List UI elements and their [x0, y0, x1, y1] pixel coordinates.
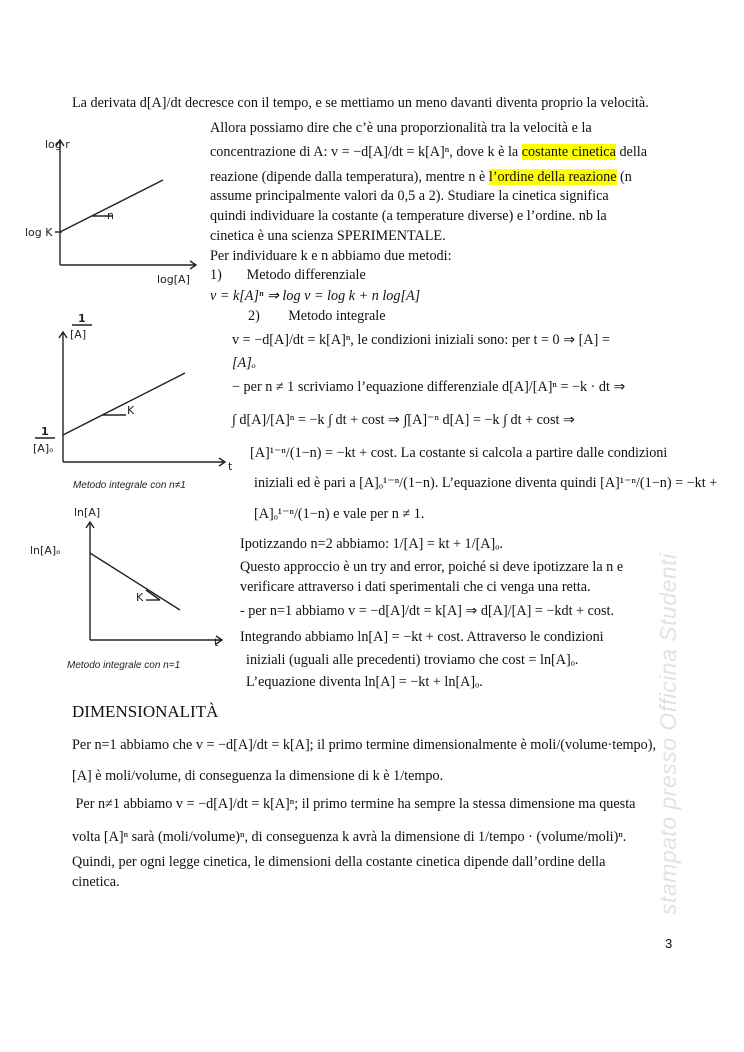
equation-line: ∫ d[A]/[A]ⁿ = −k ∫ dt + cost ⇒ ∫[A]⁻ⁿ d[A] = −k ∫ dt + cost ⇒ [232, 412, 575, 428]
intercept-label: log K [25, 226, 53, 239]
intercept-label-den: [A]ₒ [33, 442, 54, 455]
equation-line: [A]ₒ¹⁻ⁿ/(1−n) e vale per n ≠ 1. [254, 506, 425, 522]
text-line: Ipotizzando n=2 abbiamo: 1/[A] = kt + 1/[A]ₒ. [240, 536, 503, 552]
list-item-2: 2) Metodo integrale [248, 308, 386, 324]
text-line: assume principalmente valori da 0,5 a 2). Studiare la cinetica significa [210, 188, 609, 204]
text-line: cinetica è una scienza SPERIMENTALE. [210, 228, 446, 244]
slope-label: n [107, 209, 114, 222]
data-line [63, 373, 185, 435]
equation-line: [A]ₒ [232, 355, 256, 371]
text-line: verificare attraverso i dati sperimentali che ci venga una retta. [240, 579, 591, 595]
page-number: 3 [665, 936, 673, 951]
text-span: concentrazione di A: v = −d[A]/dt = k[A]ⁿ, dove k è la [210, 144, 522, 160]
x-axis-label: t [228, 460, 233, 473]
text-line: Integrando abbiamo ln[A] = −kt + cost. Attraverso le condizioni [240, 629, 604, 645]
intercept-label-num: 1 [41, 425, 49, 438]
text-line: volta [A]ⁿ sarà (moli/volume)ⁿ, di conseguenza k avrà la dimensione di 1/tempo · (volume/moli)ⁿ. [72, 829, 627, 845]
y-axis-label-den: [A] [70, 328, 87, 341]
equation-line: − per n ≠ 1 scriviamo l’equazione differenziale d[A]/[A]ⁿ = −k · dt ⇒ [232, 379, 626, 395]
section-heading: DIMENSIONALITÀ [72, 702, 219, 721]
x-axis-label: log[A] [157, 273, 190, 286]
graph-ln-a-vs-t [86, 522, 222, 644]
data-line [60, 180, 163, 232]
figure-caption: Metodo integrale con n≠1 [73, 480, 186, 491]
y-axis-label-num: 1 [78, 312, 86, 325]
text-span: reazione (dipende dalla temperatura), mentre n è [210, 169, 489, 185]
intercept-label: ln[A]ₒ [30, 544, 61, 557]
slope-label: K [127, 404, 135, 417]
text-line: Per n=1 abbiamo che v = −d[A]/dt = k[A]; il primo termine dimensionalmente è moli/(volume·tempo), [72, 737, 657, 753]
highlight-ordine-reazione: l’ordine della reazione [488, 169, 617, 185]
text-line: [A] è moli/volume, di conseguenza la dimensione di k è 1/tempo. [72, 768, 444, 784]
text-line: Quindi, per ogni legge cinetica, le dimensioni della costante cinetica dipende dall’ordine della [72, 854, 606, 870]
equation-line: v = k[A]ⁿ ⇒ log v = log k + n log[A] [210, 288, 421, 304]
data-line [90, 553, 180, 610]
graph-inverse-a-vs-t [35, 325, 225, 466]
text-line: iniziali (uguali alle precedenti) troviamo che cost = ln[A]ₒ. [246, 652, 579, 668]
y-axis-label: ln[A] [74, 506, 101, 519]
equation-line: [A]¹⁻ⁿ/(1−n) = −kt + cost. La costante si calcola a partire dalle condizioni [250, 445, 668, 461]
watermark: stampato presso Officina Studenti [655, 553, 681, 915]
intro-line: La derivata d[A]/dt decresce con il tempo, e se mettiamo un meno davanti diventa proprio la velocità. [72, 95, 649, 111]
highlight-costante-cinetica: costante cinetica [521, 144, 616, 160]
x-axis-label: t [214, 636, 219, 649]
slope-triangle [146, 590, 160, 600]
equation-line: iniziali ed è pari a [A]ₒ¹⁻ⁿ/(1−n). L’equazione diventa quindi [A]¹⁻ⁿ/(1−n) = −kt + [254, 475, 718, 491]
text-line: cinetica. [72, 874, 120, 890]
figure-caption: Metodo integrale con n=1 [67, 660, 181, 671]
text-line: quindi individuare la costante (a temperature diverse) e l’ordine. nb la [210, 208, 607, 224]
text-span: (n [616, 169, 632, 185]
text-line: Per n≠1 abbiamo v = −d[A]/dt = k[A]ⁿ; il primo termine ha sempre la stessa dimensione ma questa [72, 796, 636, 812]
list-item-1: 1) Metodo differenziale [210, 267, 366, 283]
text-line: L’equazione diventa ln[A] = −kt + ln[A]ₒ. [246, 674, 483, 690]
text-line: Per individuare k e n abbiamo due metodi: [210, 248, 452, 264]
text-line: - per n=1 abbiamo v = −d[A]/dt = k[A] ⇒ d[A]/[A] = −kdt + cost. [240, 603, 615, 619]
y-axis-label: log r [45, 138, 70, 151]
graph-log-r-vs-log-a [55, 140, 196, 269]
slope-label: K [136, 591, 144, 604]
equation-line: v = −d[A]/dt = k[A]ⁿ, le condizioni iniziali sono: per t = 0 ⇒ [A] = [232, 332, 610, 348]
text-line: Allora possiamo dire che c’è una proporzionalità tra la velocità e la [210, 120, 592, 136]
text-line: Questo approccio è un try and error, poiché si deve ipotizzare la n e [240, 559, 624, 575]
text-span: della [615, 144, 648, 160]
